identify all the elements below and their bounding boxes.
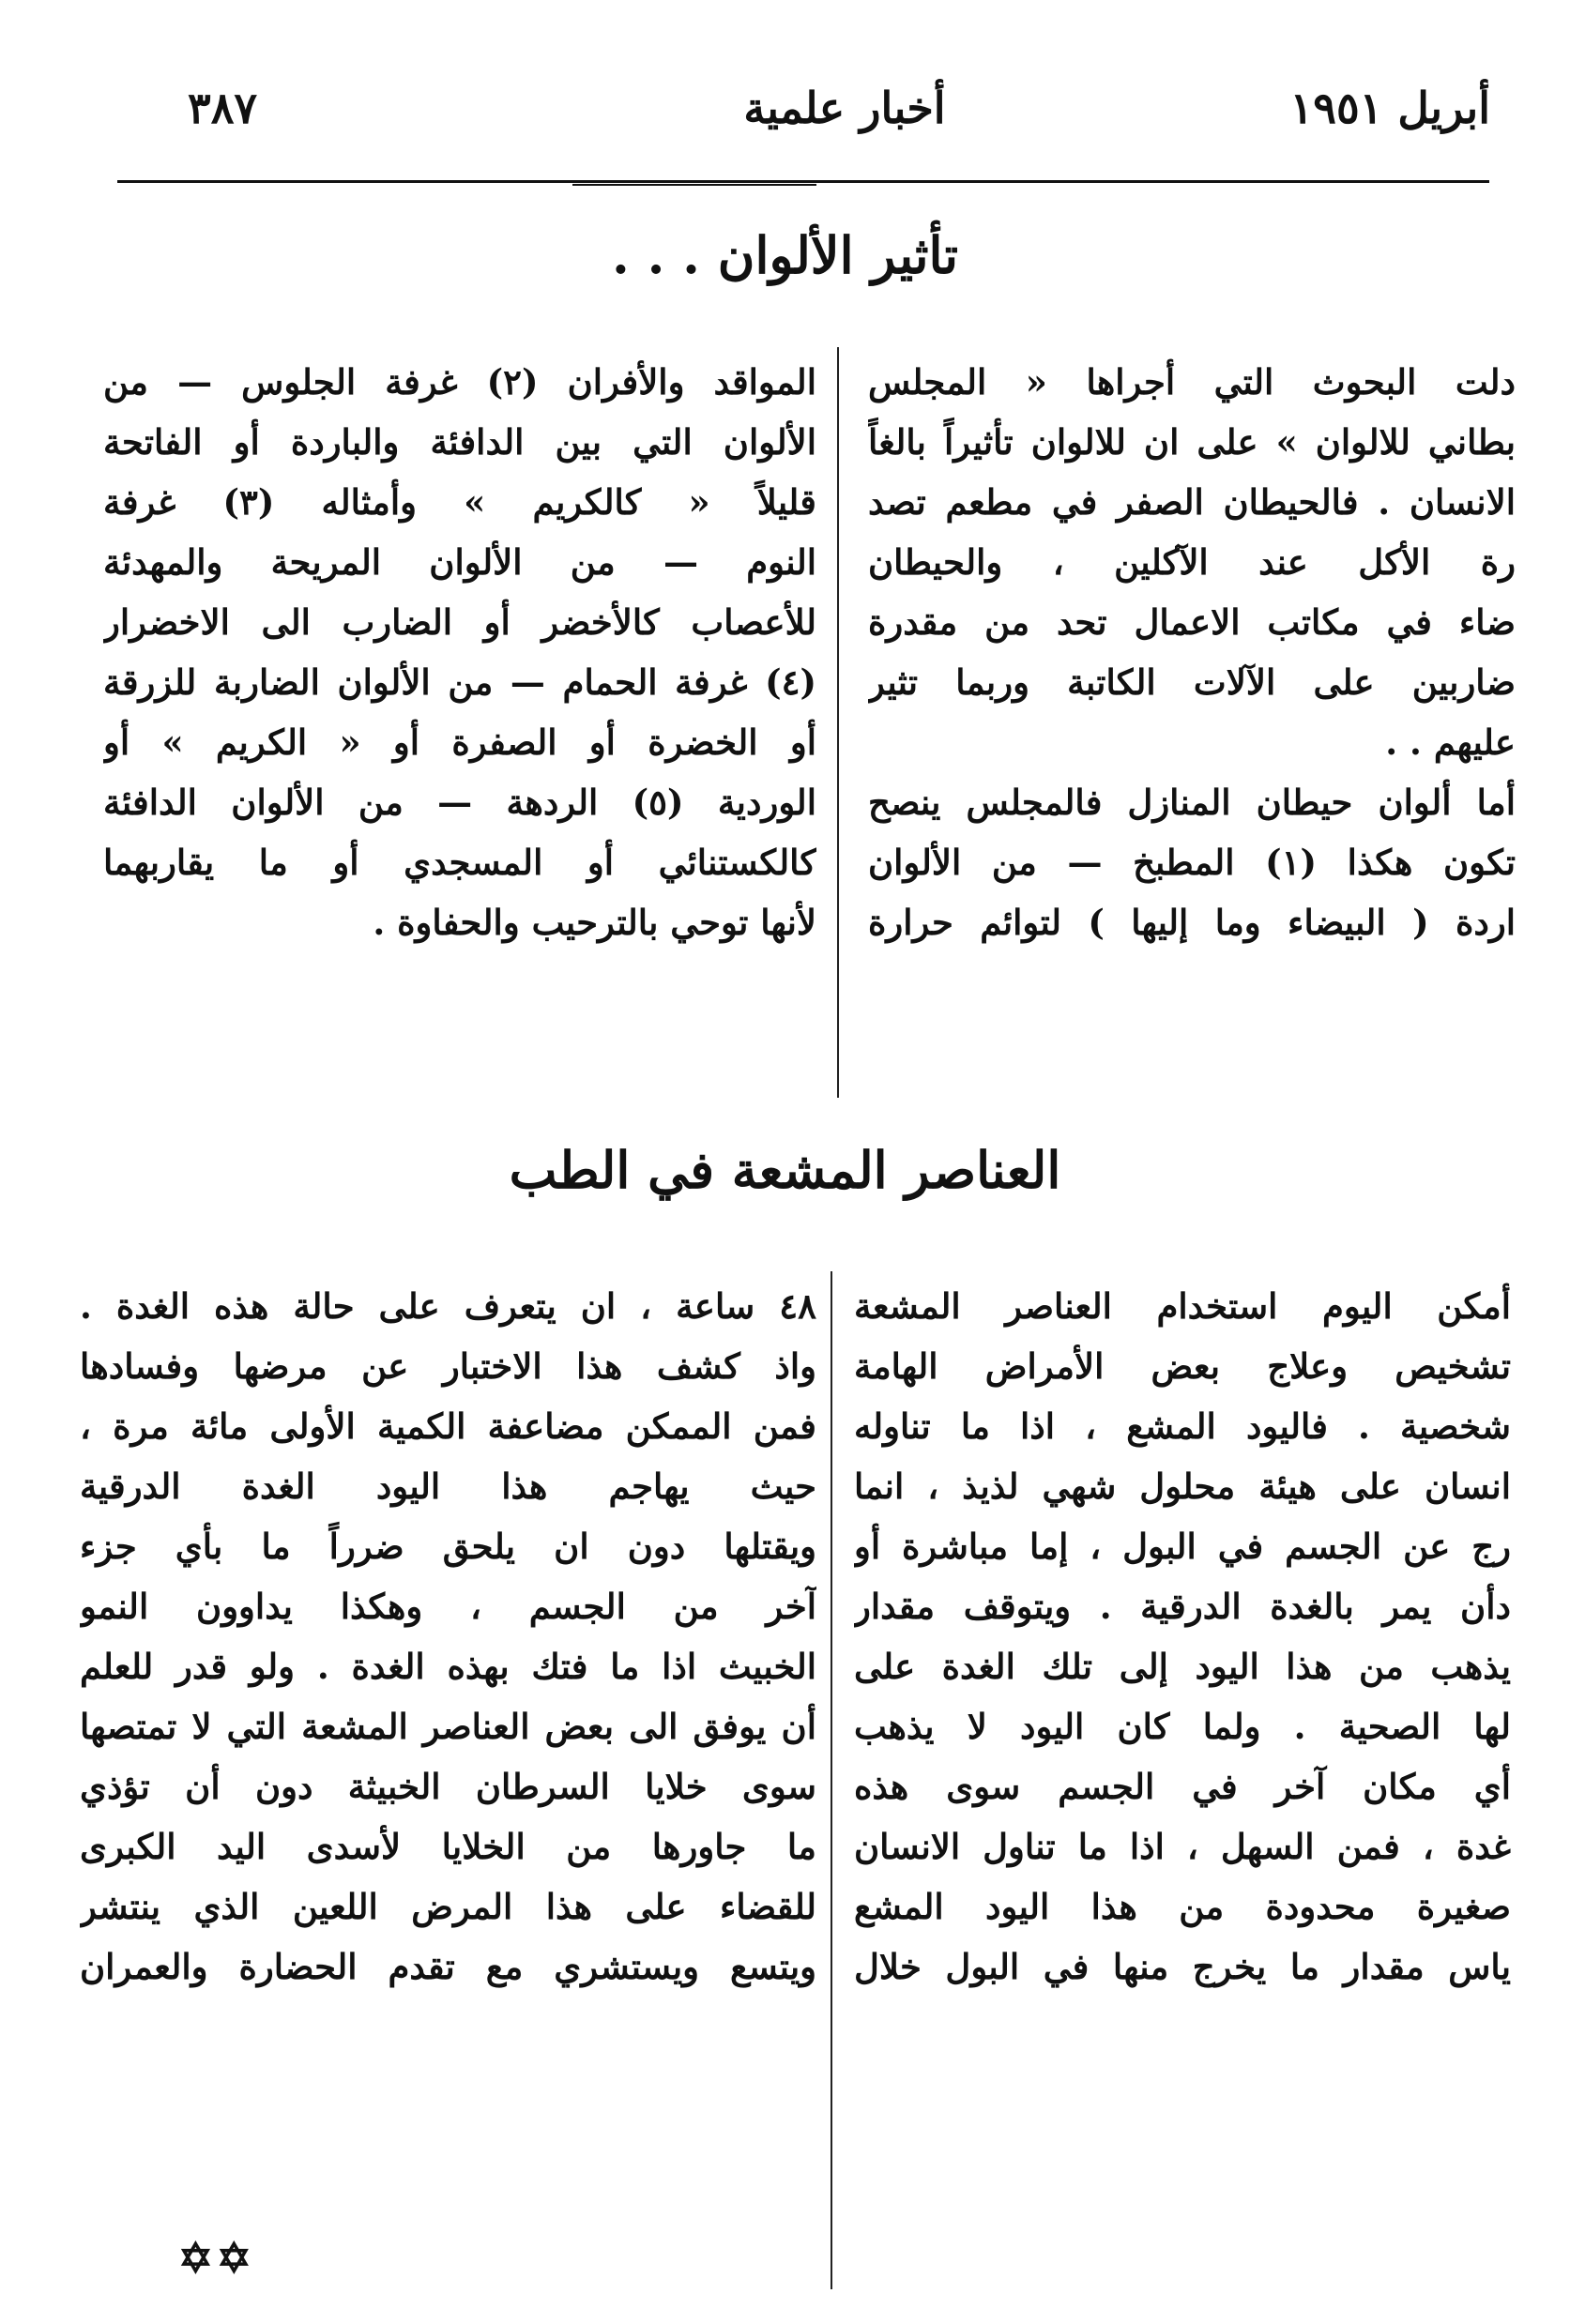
- text-line: لأنها توحي بالترحيب والحفاوة .: [373, 902, 816, 943]
- text-line: الانسان . فالحيطان الصفر في مطعم تصد: [868, 481, 1516, 523]
- section-name: أخبار علمية: [743, 83, 946, 133]
- running-header: [178, 83, 1511, 139]
- text-line: شخصية . فاليود المشع ، اذا ما تناوله: [854, 1405, 1511, 1447]
- text-line: الخبيث اذا ما فتك بهذه الغدة . ولو قدر للعلم: [80, 1646, 816, 1687]
- text-line: واذ كشف هذا الاختبار عن مرضها وفسادها: [80, 1345, 816, 1387]
- page-number: ٣٨٧: [188, 83, 258, 133]
- column-divider: [837, 347, 839, 1098]
- text-line: أن يوفق الى بعض العناصر المشعة التي لا تمتصها: [80, 1706, 816, 1747]
- text-line: غدة ، فمن السهل ، اذا ما تناول الانسان: [854, 1826, 1511, 1867]
- article-2-right-column: [854, 1276, 1511, 1997]
- star-ornament-icon: ✡✡: [178, 2235, 255, 2283]
- text-line: تكون هكذا (١) المطبخ — من الألوان: [868, 842, 1516, 883]
- text-line: رة الأكل عند الآكلين ، والحيطان: [868, 541, 1516, 583]
- text-line: دأن يمر بالغدة الدرقية . ويتوقف مقدار: [854, 1586, 1511, 1627]
- text-line: الألوان التي بين الدافئة والباردة أو الفاتحة: [103, 421, 816, 463]
- text-line: دلت البحوث التي أجراها « المجلس: [868, 361, 1516, 403]
- text-line: أو الخضرة أو الصفرة أو « الكريم » أو: [103, 722, 816, 763]
- text-line: انسان على هيئة محلول شهي لذيذ ، انما: [854, 1466, 1511, 1507]
- text-line: النوم — من الألوان المريحة والمهدئة: [103, 541, 816, 583]
- text-line: سوى خلايا السرطان الخبيثة دون أن تؤذي: [80, 1766, 816, 1807]
- text-line: ويتسع ويستشري مع تقدم الحضارة والعمران: [80, 1946, 816, 1987]
- text-line: أما ألوان حيطان المنازل فالمجلس ينصح: [868, 782, 1516, 823]
- header-rule-accent: [572, 184, 816, 186]
- text-line: الوردية (٥) الردهة — من الألوان الدافئة: [103, 782, 816, 823]
- text-line: ويقتلها دون ان يلحق ضرراً ما بأي جزء: [80, 1526, 816, 1567]
- text-line: ضاء في مكاتب الاعمال تحد من مقدرة: [868, 601, 1516, 643]
- text-line: يذهب من هذا اليود إلى تلك الغدة على: [854, 1646, 1511, 1687]
- article-1-right-column: [868, 352, 1516, 952]
- text-line: حيث يهاجم هذا اليود الغدة الدرقية: [80, 1466, 816, 1507]
- article-1-left-column: [103, 352, 816, 952]
- article-title-radioactive: العناصر المشعة في الطب: [509, 1140, 1061, 1200]
- text-line: صغيرة محدودة من هذا اليود المشع: [854, 1886, 1511, 1927]
- text-line: تشخيص وعلاج بعض الأمراض الهامة: [854, 1345, 1511, 1387]
- text-line: عليهم . .: [1385, 722, 1516, 763]
- text-line: أي مكان آخر في الجسم سوى هذه: [854, 1766, 1511, 1807]
- text-line: ياس مقدار ما يخرج منها في البول خلال: [854, 1946, 1511, 1987]
- article-2-left-column: [80, 1276, 816, 1997]
- text-line: رج عن الجسم في البول ، إما مباشرة أو: [854, 1526, 1511, 1567]
- text-line: اردة ( البيضاء وما إليها ) لتوائم حرارة: [868, 902, 1516, 943]
- text-line: (٤) غرفة الحمام — من الألوان الضاربة للزرقة: [103, 661, 816, 703]
- text-line: بطاني للالوان » على ان للالوان تأثيراً بالغاً: [868, 421, 1516, 463]
- text-line: المواقد والأفران (٢) غرفة الجلوس — من: [103, 361, 816, 403]
- text-line: ٤٨ ساعة ، ان يتعرف على حالة هذه الغدة .: [80, 1285, 816, 1327]
- text-line: ضاربين على الآلات الكاتبة وربما تثير: [868, 661, 1516, 703]
- text-line: آخر من الجسم ، وهكذا يداوون النمو: [80, 1586, 816, 1627]
- text-line: للقضاء على هذا المرض اللعين الذي ينتشر: [80, 1886, 816, 1927]
- text-line: فمن الممكن مضاعفة الكمية الأولى مائة مرة ،: [80, 1405, 816, 1447]
- text-line: كالكستنائي أو المسجدي أو ما يقاربهما: [103, 842, 816, 883]
- column-divider: [831, 1271, 832, 2289]
- text-line: قليلاً « كالكريم » وأمثاله (٣) غرفة: [103, 481, 816, 523]
- text-line: لها الصحية . ولما كان اليود لا يذهب: [854, 1706, 1511, 1747]
- issue-date: أبريل ١٩٥١: [1289, 83, 1490, 133]
- text-line: أمكن اليوم استخدام العناصر المشعة: [854, 1285, 1511, 1327]
- text-line: ما جاورها من الخلايا لأسدى اليد الكبرى: [80, 1826, 816, 1867]
- article-title-colors: تأثير الألوان . . .: [611, 225, 958, 285]
- text-line: للأعصاب كالأخضر أو الضارب الى الاخضرار: [103, 601, 816, 643]
- header-rule: [117, 180, 1489, 183]
